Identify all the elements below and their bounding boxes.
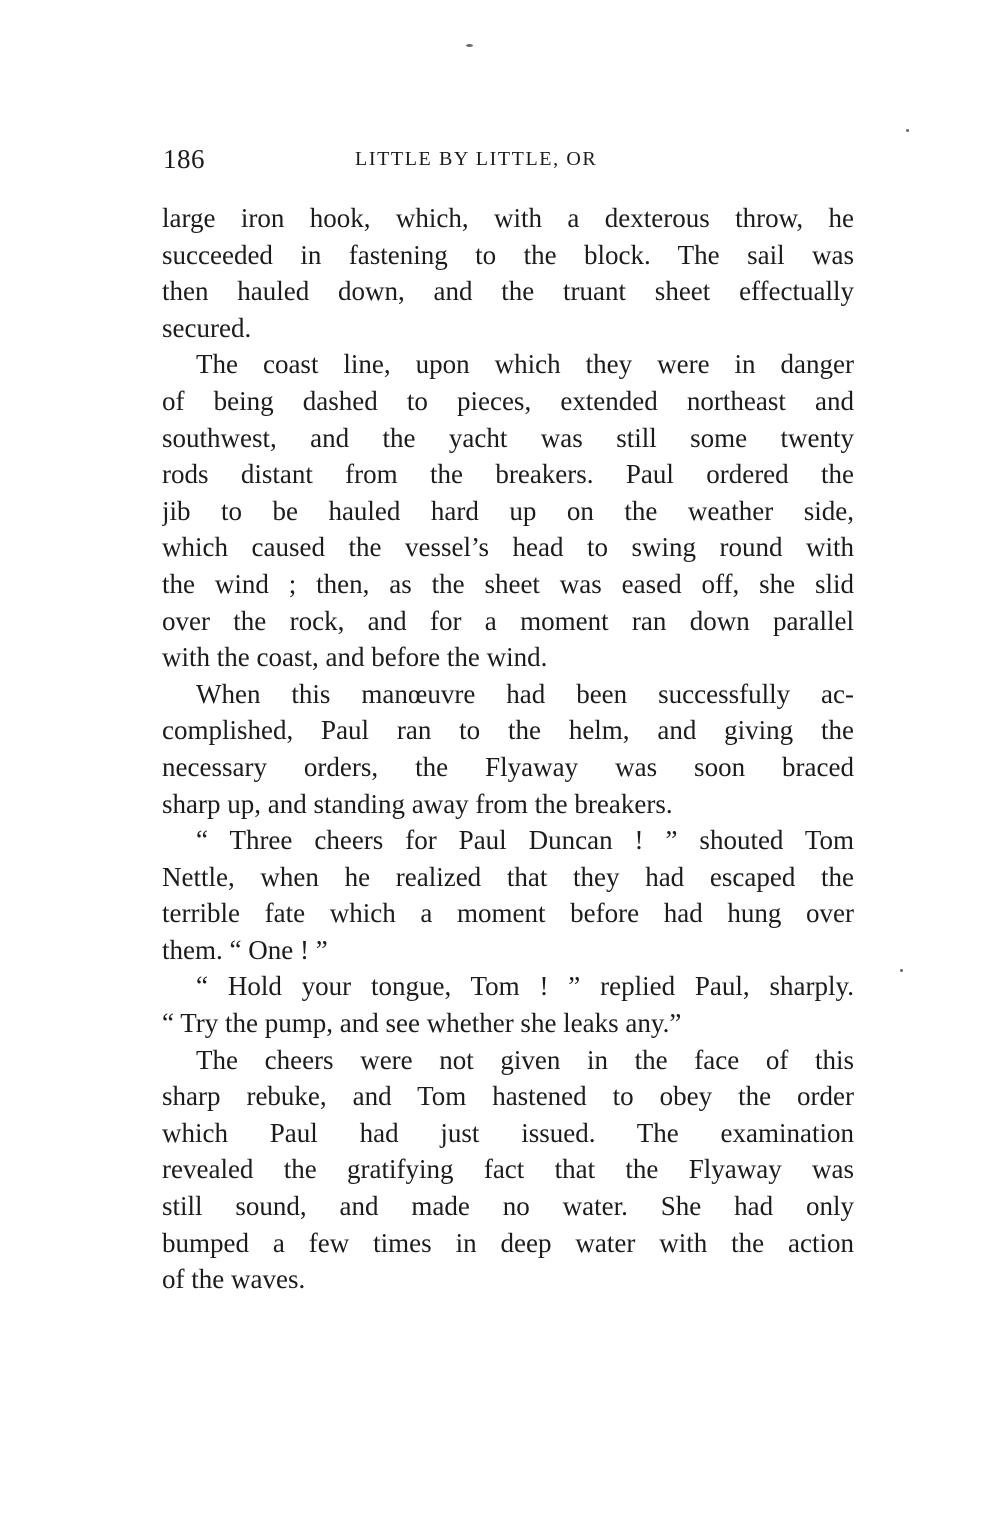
text-line: succeeded in fastening to the block. The sail was [162, 239, 854, 270]
running-title: LITTLE BY LITTLE, OR [355, 148, 598, 170]
text-line: the wind ; then, as the sheet was eased off, she slid [162, 568, 854, 599]
text-line: secured. [162, 312, 252, 343]
text-line: The cheers were not given in the face of this [196, 1044, 854, 1075]
text-line: necessary orders, the Flyaway was soon braced [162, 751, 854, 782]
text-line: Nettle, when he realized that they had escaped the [162, 861, 854, 892]
text-line: “ Try the pump, and see whether she leaks any.” [162, 1008, 682, 1039]
ink-speck [900, 969, 903, 972]
text-line: which caused the vessel’s head to swing round with [162, 532, 854, 563]
ink-speck [906, 129, 909, 132]
body-text [162, 200, 854, 1298]
text-line: over the rock, and for a moment ran down parallel [162, 605, 854, 636]
text-line: “ Three cheers for Paul Duncan ! ” shouted Tom [196, 825, 854, 856]
page-number: 186 [163, 144, 205, 174]
text-line: complished, Paul ran to the helm, and giving the [162, 715, 854, 746]
text-line: revealed the gratifying fact that the Flyaway was [162, 1154, 854, 1185]
ink-speck [466, 44, 473, 47]
text-line: them. “ One ! ” [162, 934, 328, 965]
text-line: of the waves. [162, 1264, 306, 1295]
text-line: with the coast, and before the wind. [162, 642, 548, 673]
text-line: sharp rebuke, and Tom hastened to obey the order [162, 1081, 854, 1112]
text-line: jib to be hauled hard up on the weather side, [162, 495, 854, 526]
text-line: “ Hold your tongue, Tom ! ” replied Paul, sharply. [196, 971, 854, 1002]
text-line: of being dashed to pieces, extended northeast and [162, 385, 854, 416]
text-line: sharp up, and standing away from the breakers. [162, 788, 673, 819]
text-line: terrible fate which a moment before had hung over [162, 898, 854, 929]
text-line: The coast line, upon which they were in danger [196, 349, 854, 380]
page-header [163, 144, 853, 184]
text-line: then hauled down, and the truant sheet effectually [162, 276, 854, 307]
text-line: still sound, and made no water. She had only [162, 1191, 854, 1222]
text-line: bumped a few times in deep water with the action [162, 1227, 854, 1258]
text-line: When this manœuvre had been successfully ac- [196, 678, 854, 709]
text-line: rods distant from the breakers. Paul ordered the [162, 459, 854, 490]
text-line: southwest, and the yacht was still some twenty [162, 422, 854, 453]
text-line: large iron hook, which, with a dexterous throw, he [162, 203, 854, 233]
text-line: which Paul had just issued. The examination [162, 1117, 854, 1148]
